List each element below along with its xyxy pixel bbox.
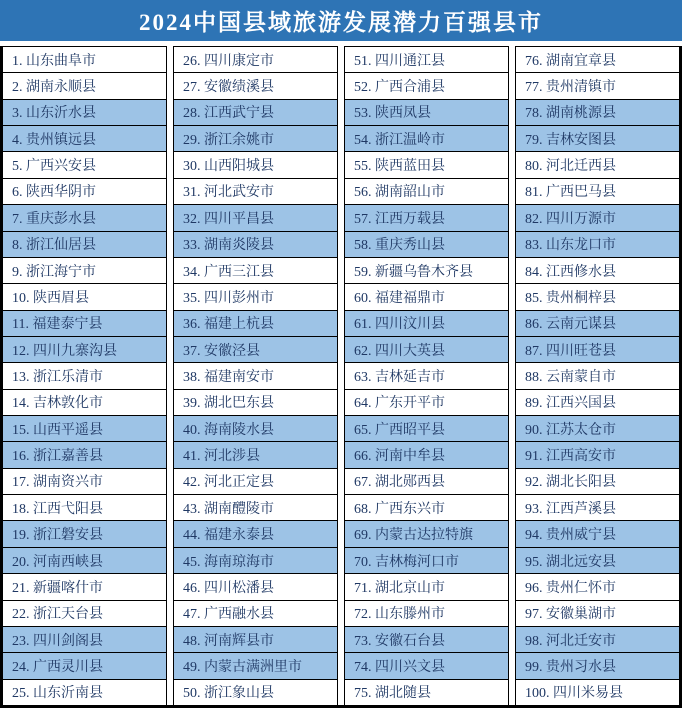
table-cell: 48. 河南辉县市 — [174, 627, 337, 653]
table-cell: 88. 云南蒙自市 — [516, 363, 679, 389]
table-column-3 — [344, 46, 509, 705]
table-cell: 93. 江西芦溪县 — [516, 495, 679, 521]
table-cell: 24. 广西灵川县 — [3, 653, 166, 679]
table-cell: 3. 山东沂水县 — [3, 100, 166, 126]
table-cell: 34. 广西三江县 — [174, 258, 337, 284]
table-cell: 84. 江西修水县 — [516, 258, 679, 284]
table-cell: 11. 福建泰宁县 — [3, 311, 166, 337]
table-cell: 49. 内蒙古满洲里市 — [174, 653, 337, 679]
table-cell: 35. 四川彭州市 — [174, 284, 337, 310]
table-cell: 62. 四川大英县 — [345, 337, 508, 363]
table-cell: 1. 山东曲阜市 — [3, 47, 166, 73]
table-cell: 65. 广西昭平县 — [345, 416, 508, 442]
table-cell: 4. 贵州镇远县 — [3, 126, 166, 152]
table-cell: 10. 陕西眉县 — [3, 284, 166, 310]
table-cell: 29. 浙江余姚市 — [174, 126, 337, 152]
table-cell: 63. 吉林延吉市 — [345, 363, 508, 389]
table-column-1 — [2, 46, 167, 705]
table-cell: 72. 山东滕州市 — [345, 601, 508, 627]
table-cell: 71. 湖北京山市 — [345, 574, 508, 600]
page-title: 2024中国县域旅游发展潜力百强县市 — [0, 0, 682, 41]
table-cell: 32. 四川平昌县 — [174, 205, 337, 231]
table-cell: 27. 安徽绩溪县 — [174, 73, 337, 99]
table-cell: 77. 贵州清镇市 — [516, 73, 679, 99]
table-cell: 39. 湖北巴东县 — [174, 390, 337, 416]
table-cell: 60. 福建福鼎市 — [345, 284, 508, 310]
table-cell: 61. 四川汶川县 — [345, 311, 508, 337]
table-cell: 41. 河北涉县 — [174, 442, 337, 468]
table-cell: 78. 湖南桃源县 — [516, 100, 679, 126]
table-cell: 75. 湖北随县 — [354, 686, 431, 702]
table-cell: 56. 湖南韶山市 — [345, 179, 508, 205]
table-cell: 38. 福建南安市 — [174, 363, 337, 389]
table-cell: 50. 浙江象山县 — [183, 686, 274, 702]
table-cell: 37. 安徽泾县 — [174, 337, 337, 363]
table-cell: 68. 广西东兴市 — [345, 495, 508, 521]
table-cell: 97. 安徽巢湖市 — [516, 601, 679, 627]
table-cell: 16. 浙江嘉善县 — [3, 442, 166, 468]
table-cell: 87. 四川旺苍县 — [516, 337, 679, 363]
table-cell: 17. 湖南资兴市 — [3, 469, 166, 495]
table-cell: 45. 海南琼海市 — [174, 548, 337, 574]
table-cell: 19. 浙江磐安县 — [3, 521, 166, 547]
table-cell: 9. 浙江海宁市 — [3, 258, 166, 284]
table-cell: 94. 贵州威宁县 — [516, 521, 679, 547]
table-cell: 26. 四川康定市 — [174, 47, 337, 73]
table-cell: 36. 福建上杭县 — [174, 311, 337, 337]
table-cell: 8. 浙江仙居县 — [3, 232, 166, 258]
table-cell: 51. 四川通江县 — [345, 47, 508, 73]
table-cell: 76. 湖南宜章县 — [516, 47, 679, 73]
table-cell: 83. 山东龙口市 — [516, 232, 679, 258]
table-cell: 92. 湖北长阳县 — [516, 469, 679, 495]
table-cell: 85. 贵州桐梓县 — [516, 284, 679, 310]
table-cell: 42. 河北正定县 — [174, 469, 337, 495]
table-cell: 98. 河北迁安市 — [516, 627, 679, 653]
table-cell: 53. 陕西凤县 — [345, 100, 508, 126]
table-cell: 40. 海南陵水县 — [174, 416, 337, 442]
table-cell: 21. 新疆喀什市 — [3, 574, 166, 600]
table-cell: 43. 湖南醴陵市 — [174, 495, 337, 521]
table-cell: 69. 内蒙古达拉特旗 — [345, 521, 508, 547]
table-cell: 33. 湖南炎陵县 — [174, 232, 337, 258]
table-cell: 22. 浙江天台县 — [3, 601, 166, 627]
table-cell: 54. 浙江温岭市 — [345, 126, 508, 152]
table-cell: 58. 重庆秀山县 — [345, 232, 508, 258]
table-cell: 5. 广西兴安县 — [3, 152, 166, 178]
table-cell: 12. 四川九寨沟县 — [3, 337, 166, 363]
table-cell: 100. 四川米易县 — [525, 686, 623, 702]
table-cell: 95. 湖北远安县 — [516, 548, 679, 574]
table-cell: 23. 四川剑阁县 — [3, 627, 166, 653]
table-cell: 13. 浙江乐清市 — [3, 363, 166, 389]
table-cell: 74. 四川兴文县 — [345, 653, 508, 679]
table-column-2 — [173, 46, 338, 705]
table-cell: 46. 四川松潘县 — [174, 574, 337, 600]
table-cell: 2. 湖南永顺县 — [3, 73, 166, 99]
table-cell: 15. 山西平遥县 — [3, 416, 166, 442]
table-cell: 82. 四川万源市 — [516, 205, 679, 231]
table-cell: 28. 江西武宁县 — [174, 100, 337, 126]
table-cell: 14. 吉林敦化市 — [3, 390, 166, 416]
table-cell: 80. 河北迁西县 — [516, 152, 679, 178]
table-cell: 52. 广西合浦县 — [345, 73, 508, 99]
table-cell: 66. 河南中牟县 — [345, 442, 508, 468]
table-cell: 47. 广西融水县 — [174, 601, 337, 627]
table-cell: 91. 江西高安市 — [516, 442, 679, 468]
table-cell: 99. 贵州习水县 — [516, 653, 679, 679]
ranking-table — [0, 46, 682, 708]
table-cell: 86. 云南元谋县 — [516, 311, 679, 337]
table-cell: 64. 广东开平市 — [345, 390, 508, 416]
table-cell: 55. 陕西蓝田县 — [345, 152, 508, 178]
table-cell: 67. 湖北郧西县 — [345, 469, 508, 495]
table-cell: 7. 重庆彭水县 — [3, 205, 166, 231]
table-cell: 81. 广西巴马县 — [516, 179, 679, 205]
table-cell: 30. 山西阳城县 — [174, 152, 337, 178]
table-cell: 90. 江苏太仓市 — [516, 416, 679, 442]
table-cell: 57. 江西万载县 — [345, 205, 508, 231]
table-cell: 59. 新疆乌鲁木齐县 — [345, 258, 508, 284]
table-cell: 96. 贵州仁怀市 — [516, 574, 679, 600]
table-column-4 — [515, 46, 680, 705]
table-cell: 44. 福建永泰县 — [174, 521, 337, 547]
table-cell: 20. 河南西峡县 — [3, 548, 166, 574]
table-cell: 73. 安徽石台县 — [345, 627, 508, 653]
table-cell: 79. 吉林安图县 — [516, 126, 679, 152]
table-cell: 31. 河北武安市 — [174, 179, 337, 205]
table-cell: 89. 江西兴国县 — [516, 390, 679, 416]
table-cell: 6. 陕西华阴市 — [3, 179, 166, 205]
table-cell: 18. 江西弋阳县 — [3, 495, 166, 521]
table-cell: 70. 吉林梅河口市 — [345, 548, 508, 574]
table-cell: 25. 山东沂南县 — [12, 686, 103, 702]
